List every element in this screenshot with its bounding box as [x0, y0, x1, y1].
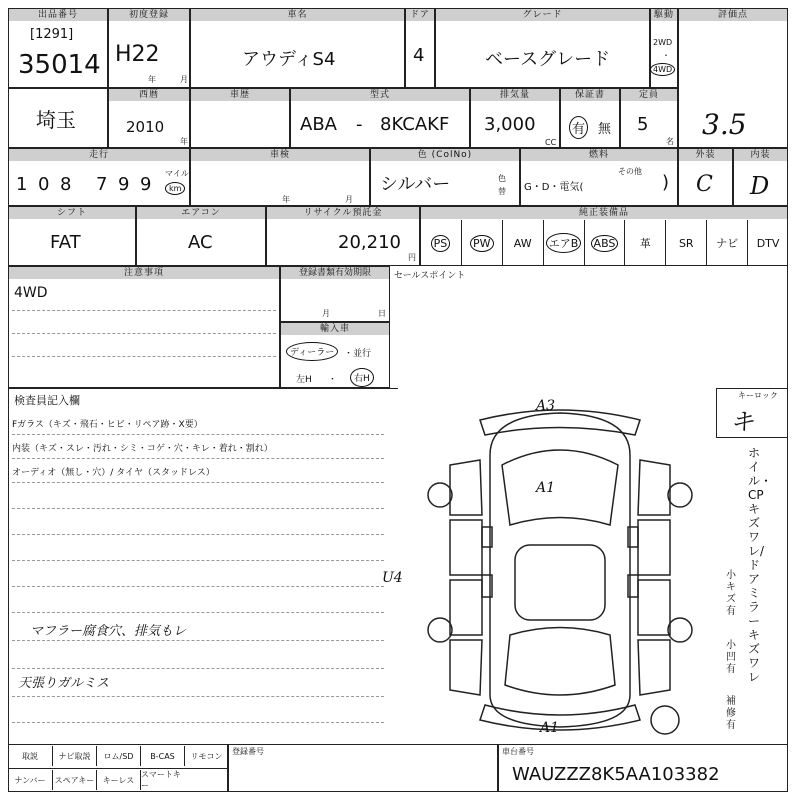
diagram-mark-side: U4 [382, 570, 403, 586]
equipment-item-label: ナビ [716, 237, 739, 250]
notes-text: 4WD [14, 285, 48, 301]
mileage-digit-4: 7 [96, 174, 108, 195]
side-small-2: 小凹有 [726, 640, 736, 675]
rating-label: 評価点 [679, 9, 787, 21]
grade-label: グレード [436, 9, 649, 21]
equipment-label: 純正装備品 [421, 207, 787, 219]
inspector-line-2: 内装（キズ・スレ・汚れ・シミ・コゲ・穴・キレ・着れ・割れ） [12, 444, 273, 454]
notes-line-2 [12, 333, 276, 334]
model-dash: - [356, 114, 363, 135]
sales-point-label: セールスポイント [394, 271, 466, 281]
inspection-month-unit: 月 [345, 195, 353, 204]
model-year-value: 2010 [126, 118, 165, 136]
equipment-item-label: PS [431, 235, 451, 252]
mileage-digit-1: 1 [16, 174, 28, 195]
lot-number: 35014 [18, 50, 101, 80]
side-small-3: 補修有 [726, 696, 736, 731]
equipment-item [502, 220, 543, 266]
capacity-unit: 名 [666, 137, 674, 146]
shift-value: FAT [50, 232, 81, 253]
model-code: 8KCAKF [380, 114, 450, 135]
notes-label: 注意事項 [9, 267, 279, 279]
side-text: ホイル・CPキズワレ/ドアミラーキズワレ [748, 446, 773, 684]
equipment-item [420, 220, 461, 266]
keylock-label: キーロック [738, 391, 778, 400]
expiry-month: 月 [322, 309, 330, 318]
import-label: 輸入車 [281, 323, 389, 335]
handle-dot: ・ [328, 375, 338, 385]
inspector-line-3: オーディオ（無し・穴）/ タイヤ（スタッドレス） [12, 468, 215, 478]
equipment-item-label: ABS [591, 235, 619, 252]
first-reg-value: H22 [115, 42, 160, 67]
footer-item: B-CAS [140, 746, 184, 766]
reg-no-cell [228, 744, 498, 792]
chassis-number: WAUZZZ8K5AA103382 [512, 764, 720, 785]
grade-value: ベースグレード [485, 49, 611, 70]
inspector-rule-3 [12, 482, 384, 483]
equipment-item [584, 220, 625, 266]
doors-label: ドア [406, 9, 434, 21]
mileage-unit-km: km [165, 182, 185, 195]
inspector-rule-4 [12, 508, 384, 509]
handwritten-note-1: マフラー腐食穴、排気もレ [30, 624, 187, 639]
footer-item: ロム/SD [96, 746, 140, 766]
lot-prefix: [1291] [30, 27, 74, 42]
equipment-item-label: エアB [546, 233, 582, 253]
reg-no-label: 登録番号 [232, 747, 264, 756]
inspector-top-line [8, 388, 398, 389]
mileage-digit-2: 0 [38, 174, 50, 195]
equipment-item-label: PW [470, 235, 494, 252]
equipment-item-label: DTV [756, 236, 780, 250]
footer-item: ナビ取説 [52, 746, 96, 766]
notes-line-3 [12, 356, 276, 357]
equipment-item [665, 220, 706, 266]
footer-item: ナンバー [14, 775, 46, 785]
equipment-item-label: SR [678, 236, 694, 250]
handle-left: 左H [296, 375, 312, 385]
vehicle-inspection-label: 車検 [191, 149, 369, 161]
mileage-label: 走行 [9, 149, 189, 161]
inspector-rule-1 [12, 434, 384, 435]
inspector-line-1: Fガラス（キズ・飛石・ヒビ・リペア跡・X要） [12, 420, 203, 430]
equipment-item [624, 220, 665, 266]
mileage-digit-5: 9 [118, 174, 130, 195]
capacity-label: 定員 [621, 89, 677, 101]
color-value: シルバー [380, 174, 451, 195]
lot-label: 出品番号 [9, 9, 107, 21]
fuel-options: G・D・電気( [524, 182, 584, 193]
handle-right: 右H [350, 368, 374, 387]
inspector-rule-6 [12, 560, 384, 561]
model-prefix: ABA [300, 114, 337, 135]
inspector-rule-5 [12, 534, 384, 535]
color-change: 色替 [498, 174, 506, 196]
inspection-year-unit: 年 [282, 195, 290, 204]
car-name-label: 車名 [191, 9, 404, 21]
displacement-value: 3,000 [484, 114, 536, 135]
inspector-label: 検査員記入欄 [14, 394, 80, 407]
warranty-label: 保証書 [561, 89, 619, 101]
displacement-label: 排気量 [471, 89, 559, 101]
expiry-label: 登録書類有効期限 [281, 267, 389, 279]
import-dealer: ディーラー [286, 342, 338, 361]
notes-line-1 [12, 310, 276, 311]
footer-item: スマートキー [140, 770, 184, 790]
car-diagram [410, 395, 710, 745]
inspector-rule-7 [12, 586, 384, 587]
mileage-digit-3: 8 [60, 174, 72, 195]
equipment-item-label: 革 [639, 237, 651, 250]
shift-label: シフト [9, 207, 135, 219]
footer-row-1 [8, 746, 228, 766]
diagram-mark-top: A3 [536, 398, 556, 414]
first-reg-label: 初度登録 [109, 9, 189, 21]
drive-label: 駆動 [651, 9, 677, 21]
ac-value: AC [188, 232, 213, 253]
warranty-no: 無 [598, 122, 612, 137]
recycle-unit: 円 [408, 253, 416, 262]
warranty-yes: 有 [569, 116, 588, 139]
footer-row-2 [8, 770, 228, 790]
inspector-rule-8 [12, 612, 384, 613]
equipment-item [747, 220, 788, 266]
import-parallel: ・並行 [344, 349, 372, 359]
drive-4wd: 4WD [650, 63, 675, 76]
drive-dot: ・ [662, 51, 670, 60]
inspector-rule-2 [12, 458, 384, 459]
exterior-label: 外装 [679, 149, 732, 161]
notes-cell [8, 266, 280, 388]
diagram-mark-bottom: A1 [540, 720, 560, 736]
chassis-label: 車台番号 [502, 747, 534, 756]
displacement-unit: CC [545, 138, 557, 147]
footer-item: リモコン [184, 746, 228, 766]
fuel-label: 燃料 [521, 149, 677, 161]
vehicle-code-label: 車歴 [191, 89, 289, 101]
footer-items-mid [8, 768, 228, 769]
equipment-row [420, 220, 788, 266]
inspector-rule-12 [12, 722, 384, 723]
fuel-close: ) [662, 172, 670, 193]
area-value: 埼玉 [36, 108, 76, 132]
interior-label: 内装 [734, 149, 787, 161]
first-reg-year-unit: 年 [148, 75, 156, 84]
footer-item: 取説 [22, 751, 38, 761]
diagram-mark-roof: A1 [536, 480, 556, 496]
model-year-label: 西暦 [109, 89, 189, 101]
footer-item: キーレス [96, 770, 140, 790]
mileage-unit-mile: マイル [165, 169, 189, 178]
doors-value: 4 [413, 45, 425, 66]
fuel-other: その他 [618, 167, 642, 176]
keylock-mark: キ [730, 408, 754, 436]
rating-value: 3.5 [702, 108, 747, 141]
interior-grade: D [750, 172, 770, 200]
ac-label: エアコン [137, 207, 265, 219]
side-small-1: 小キズ有 [726, 570, 736, 617]
equipment-item [543, 220, 584, 266]
car-name-value: アウディS4 [242, 49, 336, 70]
mileage-digit-6: 9 [140, 174, 152, 195]
equipment-item [461, 220, 502, 266]
equipment-item-label: AW [513, 236, 532, 250]
handwritten-note-2: 天張りガルミス [18, 676, 110, 691]
drive-2wd: 2WD [653, 38, 673, 47]
exterior-grade: C [696, 172, 713, 197]
expiry-day: 日 [378, 309, 386, 318]
model-label: 型式 [291, 89, 469, 101]
inspector-rule-10 [12, 668, 384, 669]
recycle-value: 20,210 [338, 232, 401, 253]
footer-item: スペアキー [52, 770, 96, 790]
model-year-unit: 年 [180, 137, 188, 146]
first-reg-month-unit: 月 [180, 75, 188, 84]
color-label: 色 (ColNo) [371, 149, 519, 161]
inspector-rule-11 [12, 696, 384, 697]
recycle-label: リサイクル預託金 [267, 207, 419, 219]
equipment-item [706, 220, 747, 266]
capacity-value: 5 [637, 114, 649, 135]
inspector-rule-9 [12, 640, 384, 641]
